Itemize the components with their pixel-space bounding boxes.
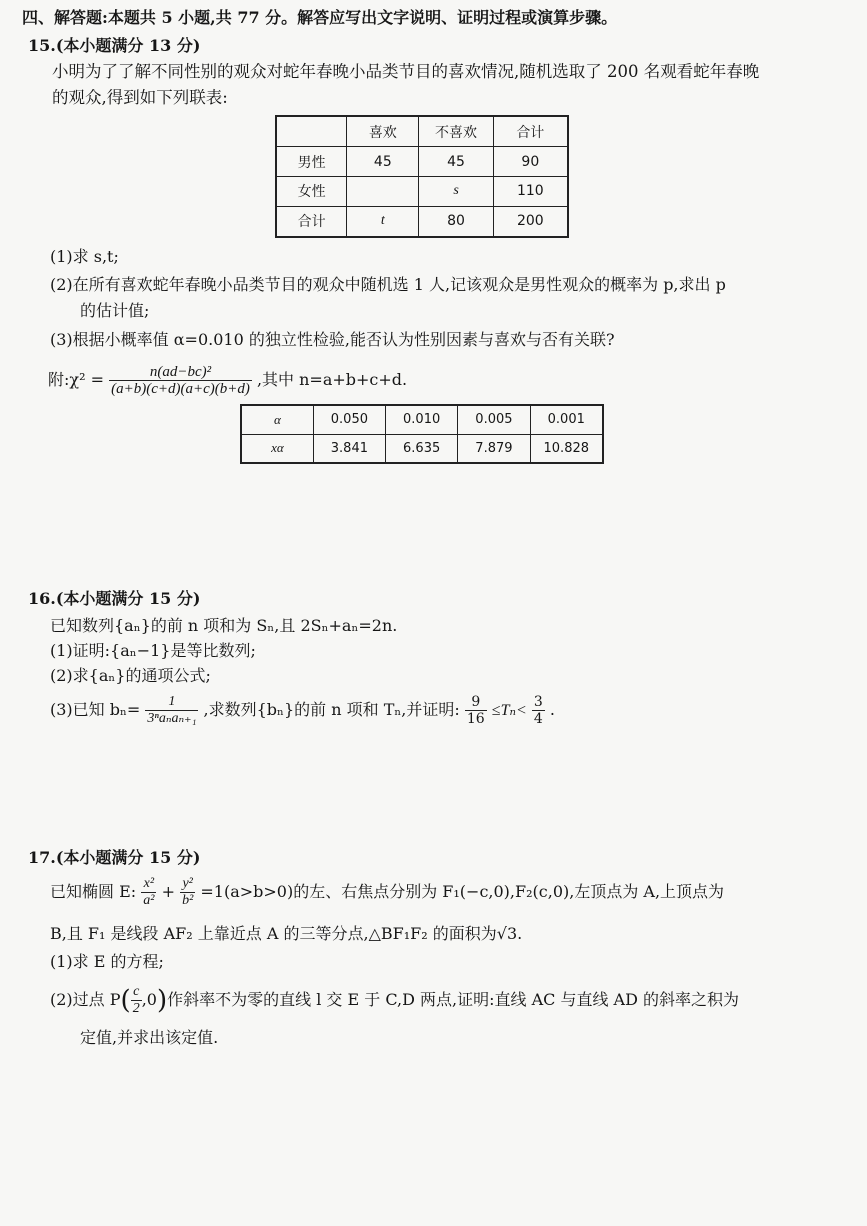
- q15-part2-line1: (2)在所有喜欢蛇年春晚小品类节目的观众中随机选 1 人,记该观众是男性观众的概率为 p,求出 p: [50, 275, 726, 294]
- left-paren: (: [120, 985, 131, 1016]
- q17-part1: (1)求 E 的方程;: [50, 952, 164, 971]
- ineq-left-denominator: 16: [466, 711, 485, 727]
- table-cell: 200: [493, 206, 568, 237]
- table-cell: 6.635: [386, 434, 458, 463]
- chi-square-fraction: [109, 364, 252, 397]
- critical-value-table: [240, 404, 604, 464]
- table-row: [241, 434, 603, 463]
- q17-line1: [50, 872, 724, 912]
- q15-intro-line2: 的观众,得到如下列联表:: [52, 88, 228, 107]
- table-cell: 0.001: [530, 405, 603, 434]
- q16-part1: (1)证明:{aₙ−1}是等比数列;: [50, 641, 256, 660]
- bn-denominator: 3ⁿaₙaₙ₊₁: [147, 711, 197, 726]
- q17-line2: B,且 F₁ 是线段 AF₂ 上靠近点 A 的三等分点,△BF₁F₂ 的面积为√3.: [50, 924, 523, 943]
- ellipse-term-y: [180, 876, 195, 909]
- q15-part3: (3)根据小概率值 α=0.010 的独立性检验,能否认为性别因素与喜欢与否有关联?: [50, 330, 615, 349]
- table-cell: 110: [493, 176, 568, 206]
- table-cell: s: [419, 176, 493, 206]
- ineq-middle: ≤Tₙ<: [491, 702, 527, 719]
- table-cell: [347, 176, 419, 206]
- table-cell: 45: [347, 147, 419, 177]
- table-row: [276, 206, 568, 237]
- point-tail: ,0: [141, 990, 157, 1009]
- q16-intro: 已知数列{aₙ}的前 n 项和为 Sₙ,且 2Sₙ+aₙ=2n.: [50, 616, 398, 635]
- table-cell: 80: [419, 206, 493, 237]
- q15-intro-line1: 小明为了了解不同性别的观众对蛇年春晚小品类节目的喜欢情况,随机选取了 200 名观看蛇年春晚: [52, 62, 760, 81]
- ellipse-x-denominator: a²: [143, 893, 155, 908]
- q17-title: 17.(本小题满分 15 分): [28, 848, 201, 867]
- q17-part2-suffix: 作斜率不为零的直线 l 交 E 于 C,D 两点,证明:直线 AC 与直线 AD 的斜率之积为: [167, 990, 740, 1009]
- point-denominator: 2: [132, 1001, 140, 1016]
- table-header-cell: 喜欢: [347, 116, 419, 147]
- ineq-end: .: [549, 700, 555, 719]
- q16-title: 16.(本小题满分 15 分): [28, 589, 201, 608]
- table-cell: 0.050: [313, 405, 385, 434]
- right-paren: ): [156, 985, 168, 1016]
- q15-title: 15.(本小题满分 13 分): [28, 36, 201, 55]
- table-header-cell: [276, 116, 347, 147]
- appendix-prefix: 附:χ² =: [48, 370, 104, 389]
- table-row: [276, 176, 568, 206]
- section-header: 四、解答题:本题共 5 小题,共 77 分。解答应写出文字说明、证明过程或演算步骤。: [22, 8, 618, 27]
- table-cell: 7.879: [458, 434, 530, 463]
- q15-part2-line2: 的估计值;: [80, 301, 150, 320]
- table-cell: xα: [241, 434, 313, 463]
- table-header-row: [276, 116, 568, 147]
- bn-fraction: [145, 694, 198, 727]
- ellipse-x-numerator: x²: [141, 876, 156, 893]
- appendix-suffix: ,其中 n=a+b+c+d.: [256, 370, 408, 389]
- q16-part3-prefix: (3)已知 bₙ=: [50, 700, 141, 719]
- ineq-left-fraction: [465, 694, 487, 727]
- point-fraction: [131, 984, 142, 1017]
- q16-part3-mid: ,求数列{bₙ}的前 n 项和 Tₙ,并证明:: [203, 700, 460, 719]
- q17-part2: [50, 980, 739, 1021]
- q17-line1-suffix: =1(a>b>0)的左、右焦点分别为 F₁(−c,0),F₂(c,0),左顶点为 A,上顶点为: [200, 882, 725, 901]
- table-cell: 男性: [276, 147, 347, 177]
- table-cell: 10.828: [530, 434, 603, 463]
- bn-numerator: 1: [145, 694, 198, 711]
- table-cell: 3.841: [313, 434, 385, 463]
- contingency-table: [275, 115, 569, 238]
- q15-part1: (1)求 s,t;: [50, 247, 119, 266]
- ellipse-plus: +: [161, 882, 175, 901]
- table-header-cell: 不喜欢: [419, 116, 493, 147]
- q16-part2: (2)求{aₙ}的通项公式;: [50, 666, 211, 685]
- chi-square-formula: [48, 362, 407, 398]
- table-cell: 0.005: [458, 405, 530, 434]
- table-cell: t: [347, 206, 419, 237]
- table-header-cell: 合计: [493, 116, 568, 147]
- point-numerator: c: [131, 984, 142, 1001]
- q16-part3: [50, 690, 555, 731]
- ellipse-term-x: [141, 876, 156, 909]
- formula-numerator: n(ad−bc)²: [109, 364, 252, 381]
- table-row: [241, 405, 603, 434]
- ineq-right-numerator: 3: [533, 694, 543, 710]
- table-cell: 0.010: [386, 405, 458, 434]
- table-cell: α: [241, 405, 313, 434]
- table-cell: 45: [419, 147, 493, 177]
- ineq-right-denominator: 4: [533, 711, 543, 727]
- table-cell: 女性: [276, 176, 347, 206]
- ellipse-y-denominator: b²: [182, 893, 194, 908]
- table-cell: 合计: [276, 206, 347, 237]
- q17-part2-line2: 定值,并求出该定值.: [80, 1028, 219, 1047]
- q17-part2-prefix: (2)过点 P: [50, 990, 121, 1009]
- ellipse-y-numerator: y²: [180, 876, 195, 893]
- q17-line1-prefix: 已知椭圆 E:: [50, 882, 137, 901]
- table-cell: 90: [493, 147, 568, 177]
- ineq-right-fraction: [532, 694, 545, 727]
- table-row: [276, 147, 568, 177]
- formula-denominator: (a+b)(c+d)(a+c)(b+d): [111, 381, 250, 397]
- ineq-left-numerator: 9: [465, 694, 487, 711]
